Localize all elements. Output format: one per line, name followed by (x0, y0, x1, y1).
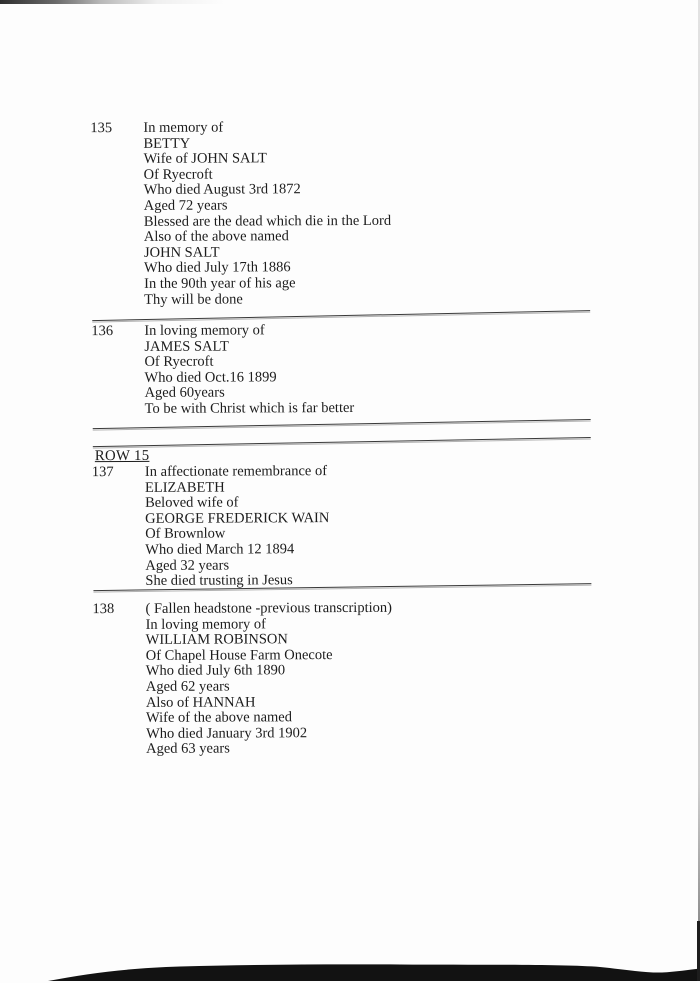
inscription-lines (144, 323, 354, 417)
memorial-entry-137 (92, 464, 330, 590)
inscription-line: Who died August 3rd 1872 (143, 181, 301, 199)
inscription-line: BETTY (143, 135, 191, 152)
inscription-line: JAMES SALT (144, 338, 229, 355)
inscription-line: To be with Christ which is far better (144, 399, 355, 417)
inscription-line: JOHN SALT (143, 244, 220, 261)
inscription-line: In affectionate remembrance of (144, 463, 328, 480)
inscription-line: Also of the above named (143, 228, 289, 246)
inscription-line: Aged 72 years (143, 197, 228, 214)
inscription-line: Thy will be done (144, 290, 243, 308)
inscription-line: Of Chapel House Farm Onecote (145, 646, 333, 664)
entry-number: 136 (91, 323, 114, 340)
inscription-line: ( Fallen headstone -previous transcription) (145, 599, 392, 617)
inscription-line: Aged 63 years (146, 740, 230, 758)
inscription-line: Of Brownlow (145, 525, 226, 543)
inscription-lines (143, 120, 391, 308)
inscription-line: Aged 60years (144, 384, 225, 402)
scan-shadow-bottom (0, 921, 700, 981)
memorial-entry-136 (91, 323, 354, 418)
inscription-line: Who died Oct.16 1899 (144, 369, 277, 386)
inscription-lines (145, 601, 392, 758)
inscription-line: In loving memory of (144, 322, 265, 339)
inscription-line: In memory of (143, 119, 224, 136)
entry-number: 138 (92, 601, 115, 618)
entry-number: 137 (91, 464, 114, 481)
inscription-line: Who died January 3rd 1902 (146, 724, 308, 742)
inscription-line: Wife of JOHN SALT (143, 150, 267, 168)
divider-rule (93, 437, 591, 447)
row-heading: ROW 15 (94, 447, 150, 465)
divider-rule (92, 310, 590, 321)
inscription-line: GEORGE FREDERICK WAIN (145, 509, 330, 527)
inscription-line: Of Ryecroft (144, 353, 214, 371)
inscription-line: She died trusting in Jesus (145, 572, 293, 590)
inscription-line: Who died July 17th 1886 (143, 259, 291, 277)
inscription-line: Aged 32 years (145, 557, 230, 574)
inscription-line: Also of HANNAH (145, 693, 256, 711)
entry-number: 135 (90, 120, 113, 137)
memorial-entry-138 (92, 601, 392, 758)
inscription-line: Beloved wife of (145, 494, 239, 512)
inscription-line: Blessed are the dead which die in the Lord (143, 212, 392, 230)
inscription-line: Wife of the above named (145, 709, 292, 727)
inscription-line: ELIZABETH (144, 479, 225, 496)
inscription-line: Of Ryecroft (143, 166, 213, 183)
inscription-line: Who died March 12 1894 (145, 541, 295, 558)
inscription-line: In loving memory of (145, 615, 267, 633)
inscription-line: Who died July 6th 1890 (145, 662, 286, 680)
inscription-line: In the 90th year of his age (144, 275, 296, 292)
inscription-line: Aged 62 years (145, 678, 230, 695)
inscription-line: WILLIAM ROBINSON (145, 631, 288, 649)
divider-rule (93, 419, 591, 429)
memorial-entry-135 (90, 120, 391, 308)
inscription-lines (145, 464, 330, 590)
